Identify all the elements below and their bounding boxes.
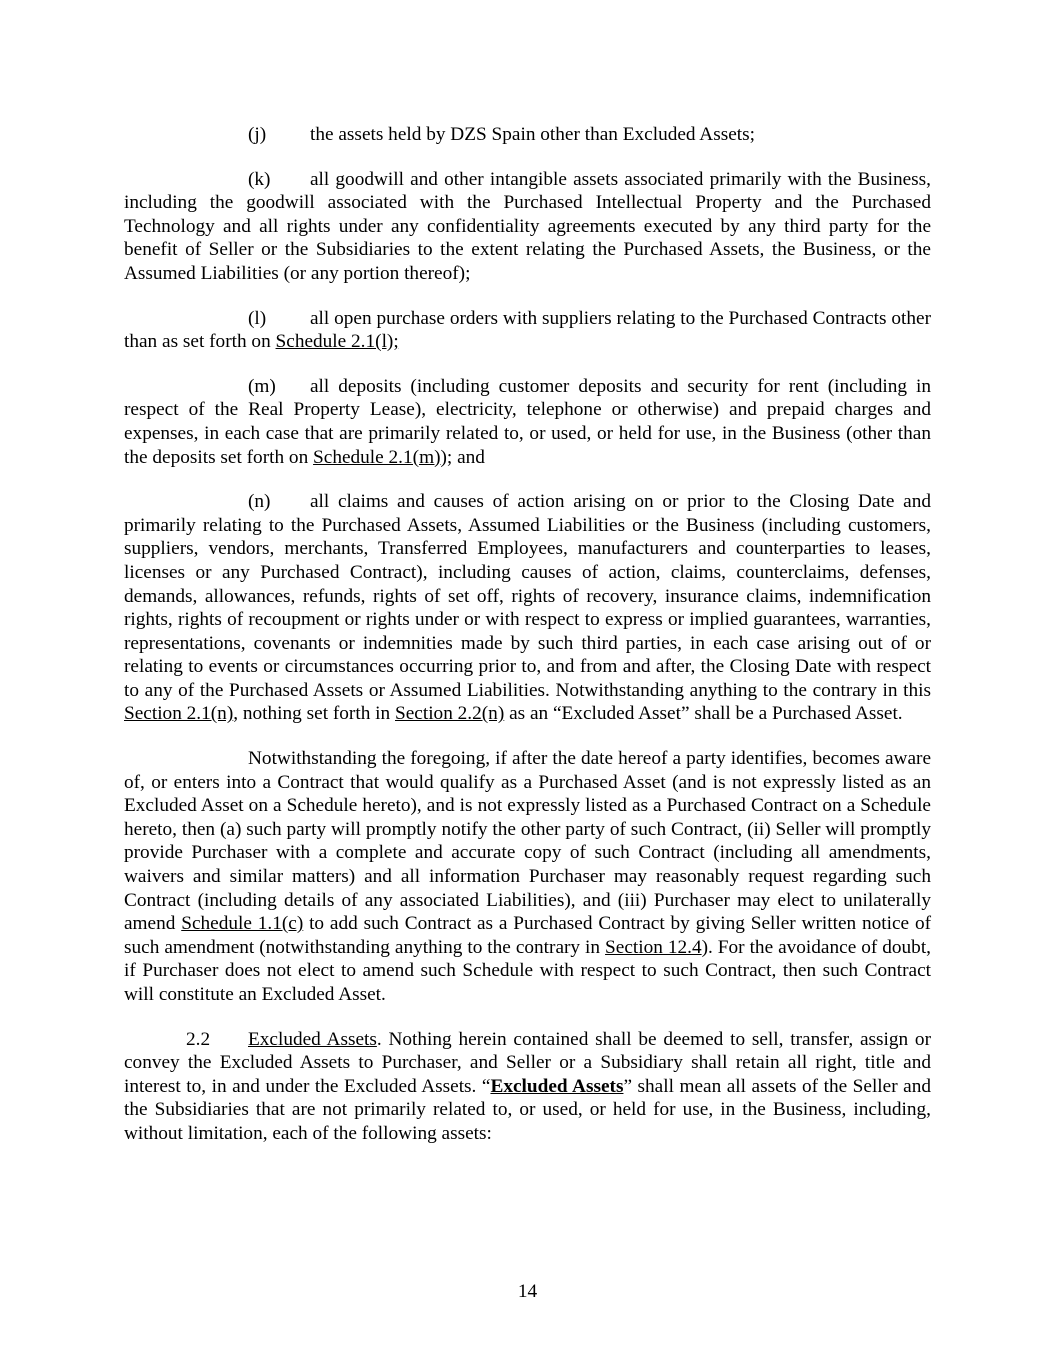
item-l-paragraph: [124, 307, 931, 354]
schedule-1-1-c-reference: Schedule 1.1(c): [181, 913, 304, 935]
item-n-paragraph: [124, 490, 931, 726]
section-2-2-text-end: ” shall mean all assets of the Seller and the Subsidiaries that are not primarily related to, or used, or held for use, in the Business, including, without limitation, each of the following assets:: [124, 1075, 931, 1144]
notwithstanding-paragraph: [124, 747, 931, 1007]
schedule-2-1-l-reference: Schedule 2.1(l);: [275, 331, 399, 353]
item-n-text: all claims and causes of action arising on or prior to the Closing Date and primarily relating to the Purchased Assets, Assumed Liabilities or the Business (including customers, suppliers, vendors, merchants, Transferred Employees, manufacturers and counterparties to leases, licenses or any Purchased Contract), including causes of action, claims, counterclaims, defenses, demands, allowances, refunds, rights of set off, rights of recovery, insurance claims, indemnification rights, rights of recoupment or rights under or with respect to express or implied guarantees, warranties, representations, covenants or indemnities made by such third parties, in each case arising out of or relating to events or circumstances occurring prior to, and from and after, the Closing Date with respect to any of the Purchased Assets or Assumed Liabilities. Notwithstanding anything to the contrary in this: [124, 491, 931, 701]
item-l-text: all open purchase orders with suppliers relating to the Purchased Contracts other than as set forth on: [124, 307, 931, 353]
excluded-assets-defined-term: Excluded Assets: [490, 1075, 624, 1097]
item-l-label: (l): [248, 307, 267, 329]
item-m-label: (m): [248, 375, 276, 397]
item-n-text-end: as an “Excluded Asset” shall be a Purchased Asset.: [504, 703, 903, 725]
item-m-text-end: ); and: [440, 446, 485, 468]
item-n-label: (n): [248, 491, 271, 513]
item-m-text: all deposits (including customer deposits and security for rent (including in respect of the Real Property Lease), electricity, telephone or otherwise) and prepaid charges and expenses, in each case that are primarily related to, or used, or held for use, in the Business (other than the deposits set forth on: [124, 375, 931, 468]
document-body: [124, 123, 931, 1167]
item-j-paragraph: [248, 123, 931, 147]
section-2-2-paragraph: [124, 1028, 931, 1146]
section-2-2-n-reference: Section 2.2(n): [395, 703, 505, 725]
item-k-paragraph: [124, 168, 931, 286]
section-12-4-reference: Section 12.4: [605, 936, 702, 958]
section-2-2-text: . Nothing herein contained shall be deemed to sell, transfer, assign or convey the Excluded Assets to Purchaser, and Seller or a Subsidiary shall retain all right, title and interest to, in and under the Excluded Assets. “: [124, 1028, 931, 1097]
section-2-1-n-reference: Section 2.1(n): [124, 703, 234, 725]
page-number: 14: [517, 1281, 538, 1302]
item-k-label: (k): [248, 168, 271, 190]
item-n-text-middle: , nothing set forth in: [233, 703, 395, 725]
notwithstanding-text-end: ). For the avoidance of doubt, if Purchaser does not elect to amend such Schedule with respect to such Contract, then such Contract will constitute an Excluded Asset.: [124, 936, 931, 1005]
item-j-label: (j): [248, 124, 267, 145]
notwithstanding-text: Notwithstanding the foregoing, if after the date hereof a party identifies, becomes aware of, or enters into a Contract that would qualify as a Purchased Asset (and is not expressly listed as an Excluded Asset on a Schedule hereto), and is not expressly listed as a Purchased Contract on a Schedule hereto, then (a) such party will promptly notify the other party of such Contract, (ii) Seller will promptly provide Purchaser with a complete and accurate copy of such Contract (including all amendments, waivers and similar matters) and all information Purchaser may reasonably request regarding such Contract (including details of any associated Liabilities), and (iii) Purchaser may elect to unilaterally amend: [124, 748, 931, 935]
item-m-paragraph: [124, 375, 931, 469]
schedule-2-1-m-reference: Schedule 2.1(m): [313, 446, 441, 468]
section-2-2-number: 2.2: [186, 1028, 211, 1050]
notwithstanding-text-middle: to add such Contract as a Purchased Contract by giving Seller written notice of such amendment (notwithstanding anything to the contrary in: [124, 913, 932, 958]
item-j-text: the assets held by DZS Spain other than Excluded Assets;: [310, 124, 756, 145]
section-2-2-heading: Excluded Assets: [248, 1028, 377, 1050]
item-k-text: all goodwill and other intangible assets associated primarily with the Business, including the goodwill associated with the Purchased Intellectual Property and the Purchased Technology and all rights under any confidentiality agreements executed by any third party for the benefit of Seller or the Subsidiaries to the extent relating the Purchased Assets, the Business, or the Assumed Liabilities (or any portion thereof);: [124, 168, 931, 284]
